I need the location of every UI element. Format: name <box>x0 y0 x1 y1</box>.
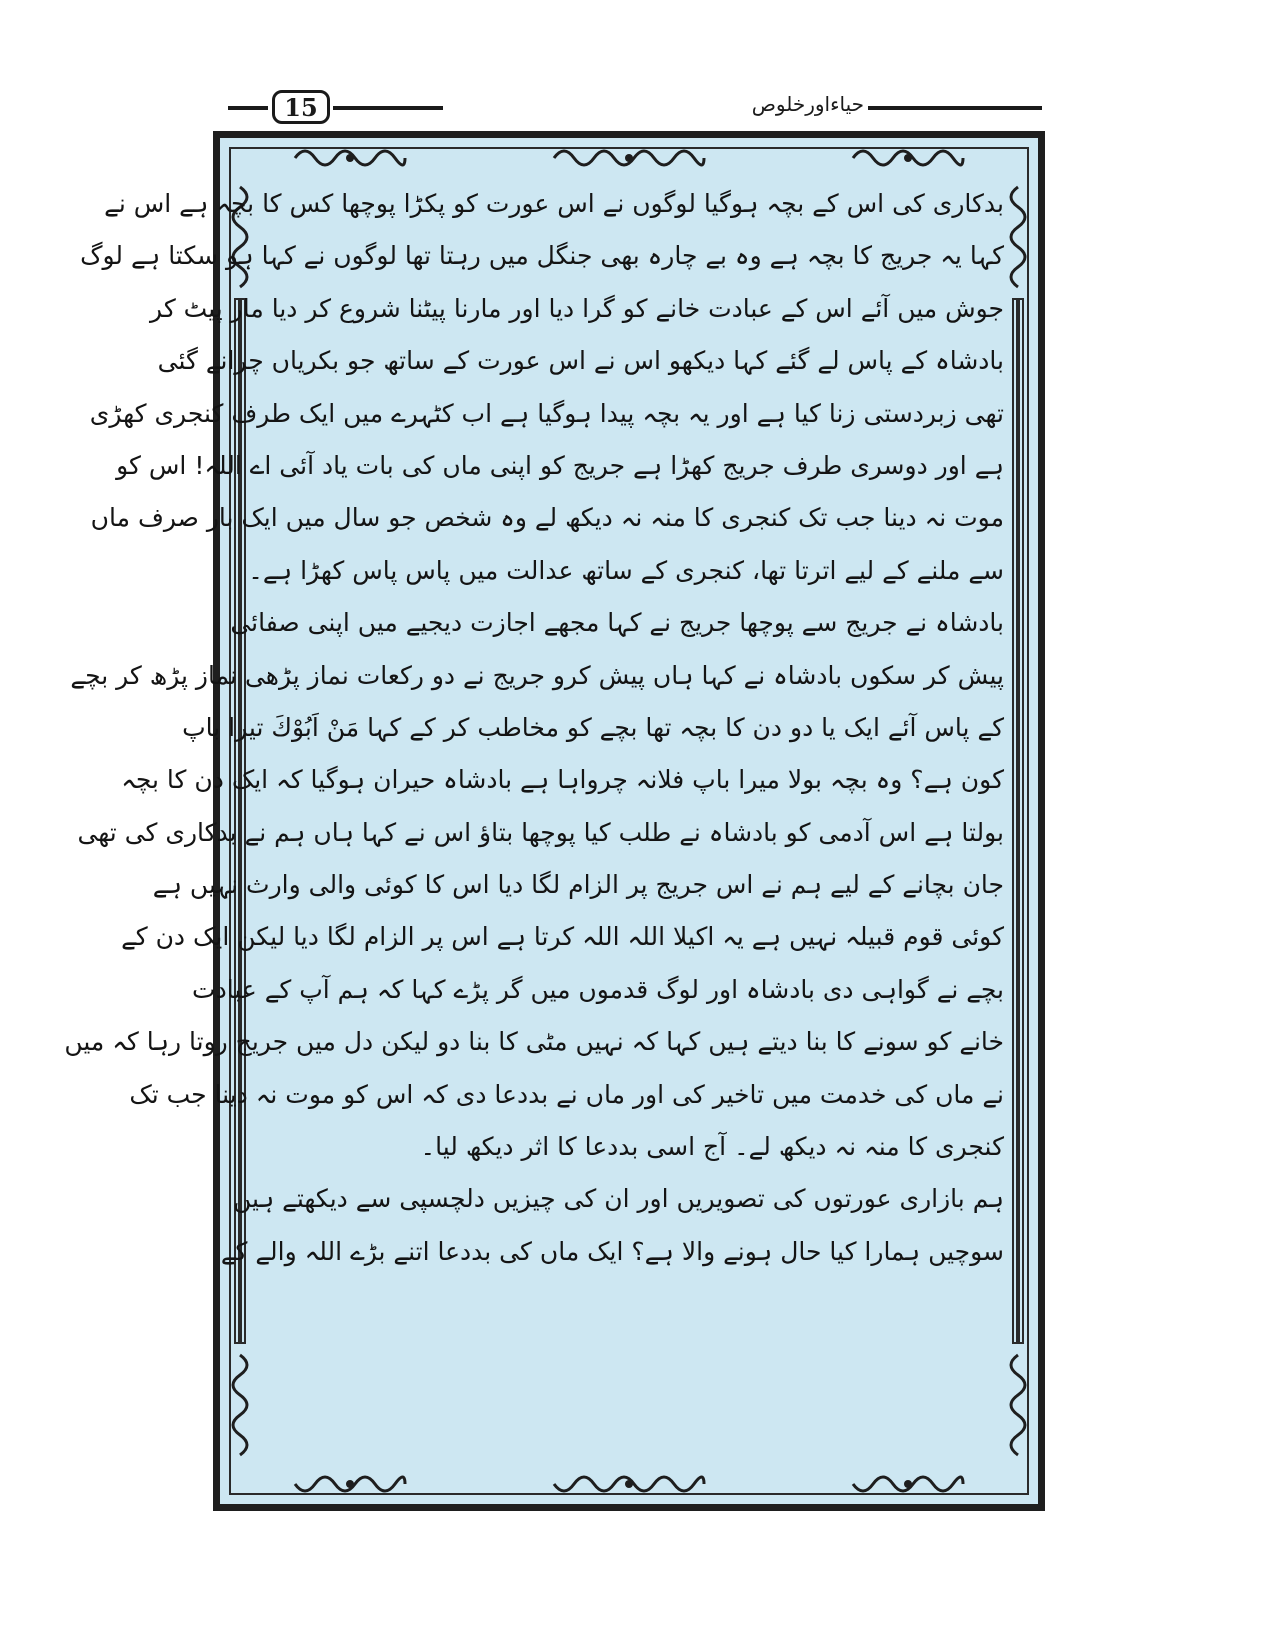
scroll-ornament-icon <box>290 1469 410 1499</box>
text-line: موت نہ دینا جب تک کنجری کا منہ نہ دیکھ لے وہ شخص جو سال میں ایک بار صرف ماں <box>90 503 1004 533</box>
text-line: سے ملنے کے لیے اترتا تھا، کنجری کے ساتھ عدالت میں پاس پاس کھڑا ہے۔ <box>248 555 1004 585</box>
page-number: 15 <box>284 92 318 122</box>
text-line: بولتا ہے اس آدمی کو بادشاہ نے طلب کیا پوچھا بتاؤ اس نے کہا ہاں ہم نے بدکاری کی تھی <box>77 817 1004 847</box>
text-line: تھی زبردستی زنا کیا ہے اور یہ بچہ پیدا ہوگیا ہے اب کٹہرے میں ایک طرف کنجری کھڑی <box>89 398 1004 428</box>
frame-right-ornament <box>1000 182 1036 1460</box>
scroll-ornament-icon <box>549 143 709 173</box>
text-line: خانے کو سونے کا بنا دیتے ہیں کہا کہ نہیں مٹی کا بنا دو لیکن دل میں جریج روتا رہا کہ میں <box>64 1027 1004 1057</box>
text-line: کوئی قوم قبیلہ نہیں ہے یہ اکیلا اللہ اللہ کرتا ہے اس پر الزام لگا دیا لیکن ایک دن کے <box>121 922 1004 952</box>
text-line: بادشاہ کے پاس لے گئے کہا دیکھو اس نے اس عورت کے ساتھ جو بکریاں چرانے گئی <box>157 346 1004 376</box>
corner-scroll-icon <box>225 1350 255 1460</box>
frame-bottom-ornament <box>220 1464 1038 1504</box>
frame-top-ornament <box>220 138 1038 178</box>
corner-scroll-icon <box>1003 1350 1033 1460</box>
corner-scroll-icon <box>1003 182 1033 292</box>
scroll-ornament-icon <box>290 143 410 173</box>
scroll-ornament-icon <box>848 143 968 173</box>
header-rule-middle <box>333 106 443 110</box>
book-title: حیاءاورخلوص <box>751 92 864 116</box>
scroll-ornament-icon <box>848 1469 968 1499</box>
text-line: پیش کر سکوں بادشاہ نے کہا ہاں پیش کرو جریج نے دو رکعات نماز پڑھی نماز پڑھ کر بچے <box>70 660 1004 690</box>
header-rule-left <box>228 106 268 110</box>
header-rule-right <box>868 106 1042 110</box>
frame-right-bar <box>1014 300 1022 1342</box>
text-line: کے پاس آئے ایک یا دو دن کا بچہ تھا بچے کو مخاطب کر کے کہا مَنْ اَبُوْكَ تیرا باپ <box>182 712 1004 742</box>
text-line: بادشاہ نے جریج سے پوچھا جریج نے کہا مجھے اجازت دیجیے میں اپنی صفائی <box>230 608 1004 638</box>
text-line: بدکاری کی اس کے بچہ ہوگیا لوگوں نے اس عورت کو پکڑا پوچھا کس کا بچہ ہے اس نے <box>104 189 1004 218</box>
text-line: ہم بازاری عورتوں کی تصویریں اور ان کی چیزیں دلچسپی سے دیکھتے ہیں <box>233 1184 1004 1214</box>
scroll-ornament-icon <box>549 1469 709 1499</box>
text-line: سوچیں ہمارا کیا حال ہونے والا ہے؟ ایک ماں کی بددعا اتنے بڑے اللہ والے کے <box>220 1236 1004 1266</box>
page-number-badge <box>272 90 330 124</box>
text-line: ہے اور دوسری طرف جریج کھڑا ہے جریج کو اپنی ماں کی بات یاد آئی اے اللہ! اس کو <box>116 450 1004 480</box>
page-header <box>228 88 1042 128</box>
text-line: کون ہے؟ وہ بچہ بولا میرا باپ فلانہ چرواہا ہے بادشاہ حیران ہوگیا کہ ایک دن کا بچہ <box>121 765 1004 795</box>
text-line: جوش میں آئے اس کے عبادت خانے کو گرا دیا اور مارنا پیٹنا شروع کر دیا مار پیٹ کر <box>150 293 1004 323</box>
text-line: بچے نے گواہی دی بادشاہ اور لوگ قدموں میں گر پڑے کہا کہ ہم آپ کے عبادت <box>192 974 1004 1004</box>
page-body-text <box>64 178 1004 1278</box>
text-line: کنجری کا منہ نہ دیکھ لے۔ آج اسی بددعا کا اثر دیکھ لیا۔ <box>420 1132 1004 1162</box>
text-line: نے ماں کی خدمت میں تاخیر کی اور ماں نے بددعا دی کہ اس کو موت نہ دینا جب تک <box>129 1079 1004 1109</box>
text-line: کہا یہ جریج کا بچہ ہے وہ بے چارہ بھی جنگل میں رہتا تھا لوگوں نے کہا ہو سکتا ہے لوگ <box>80 241 1004 271</box>
text-line: جان بچانے کے لیے ہم نے اس جریج پر الزام لگا دیا اس کا کوئی والی وارث نہیں ہے <box>152 870 1004 900</box>
